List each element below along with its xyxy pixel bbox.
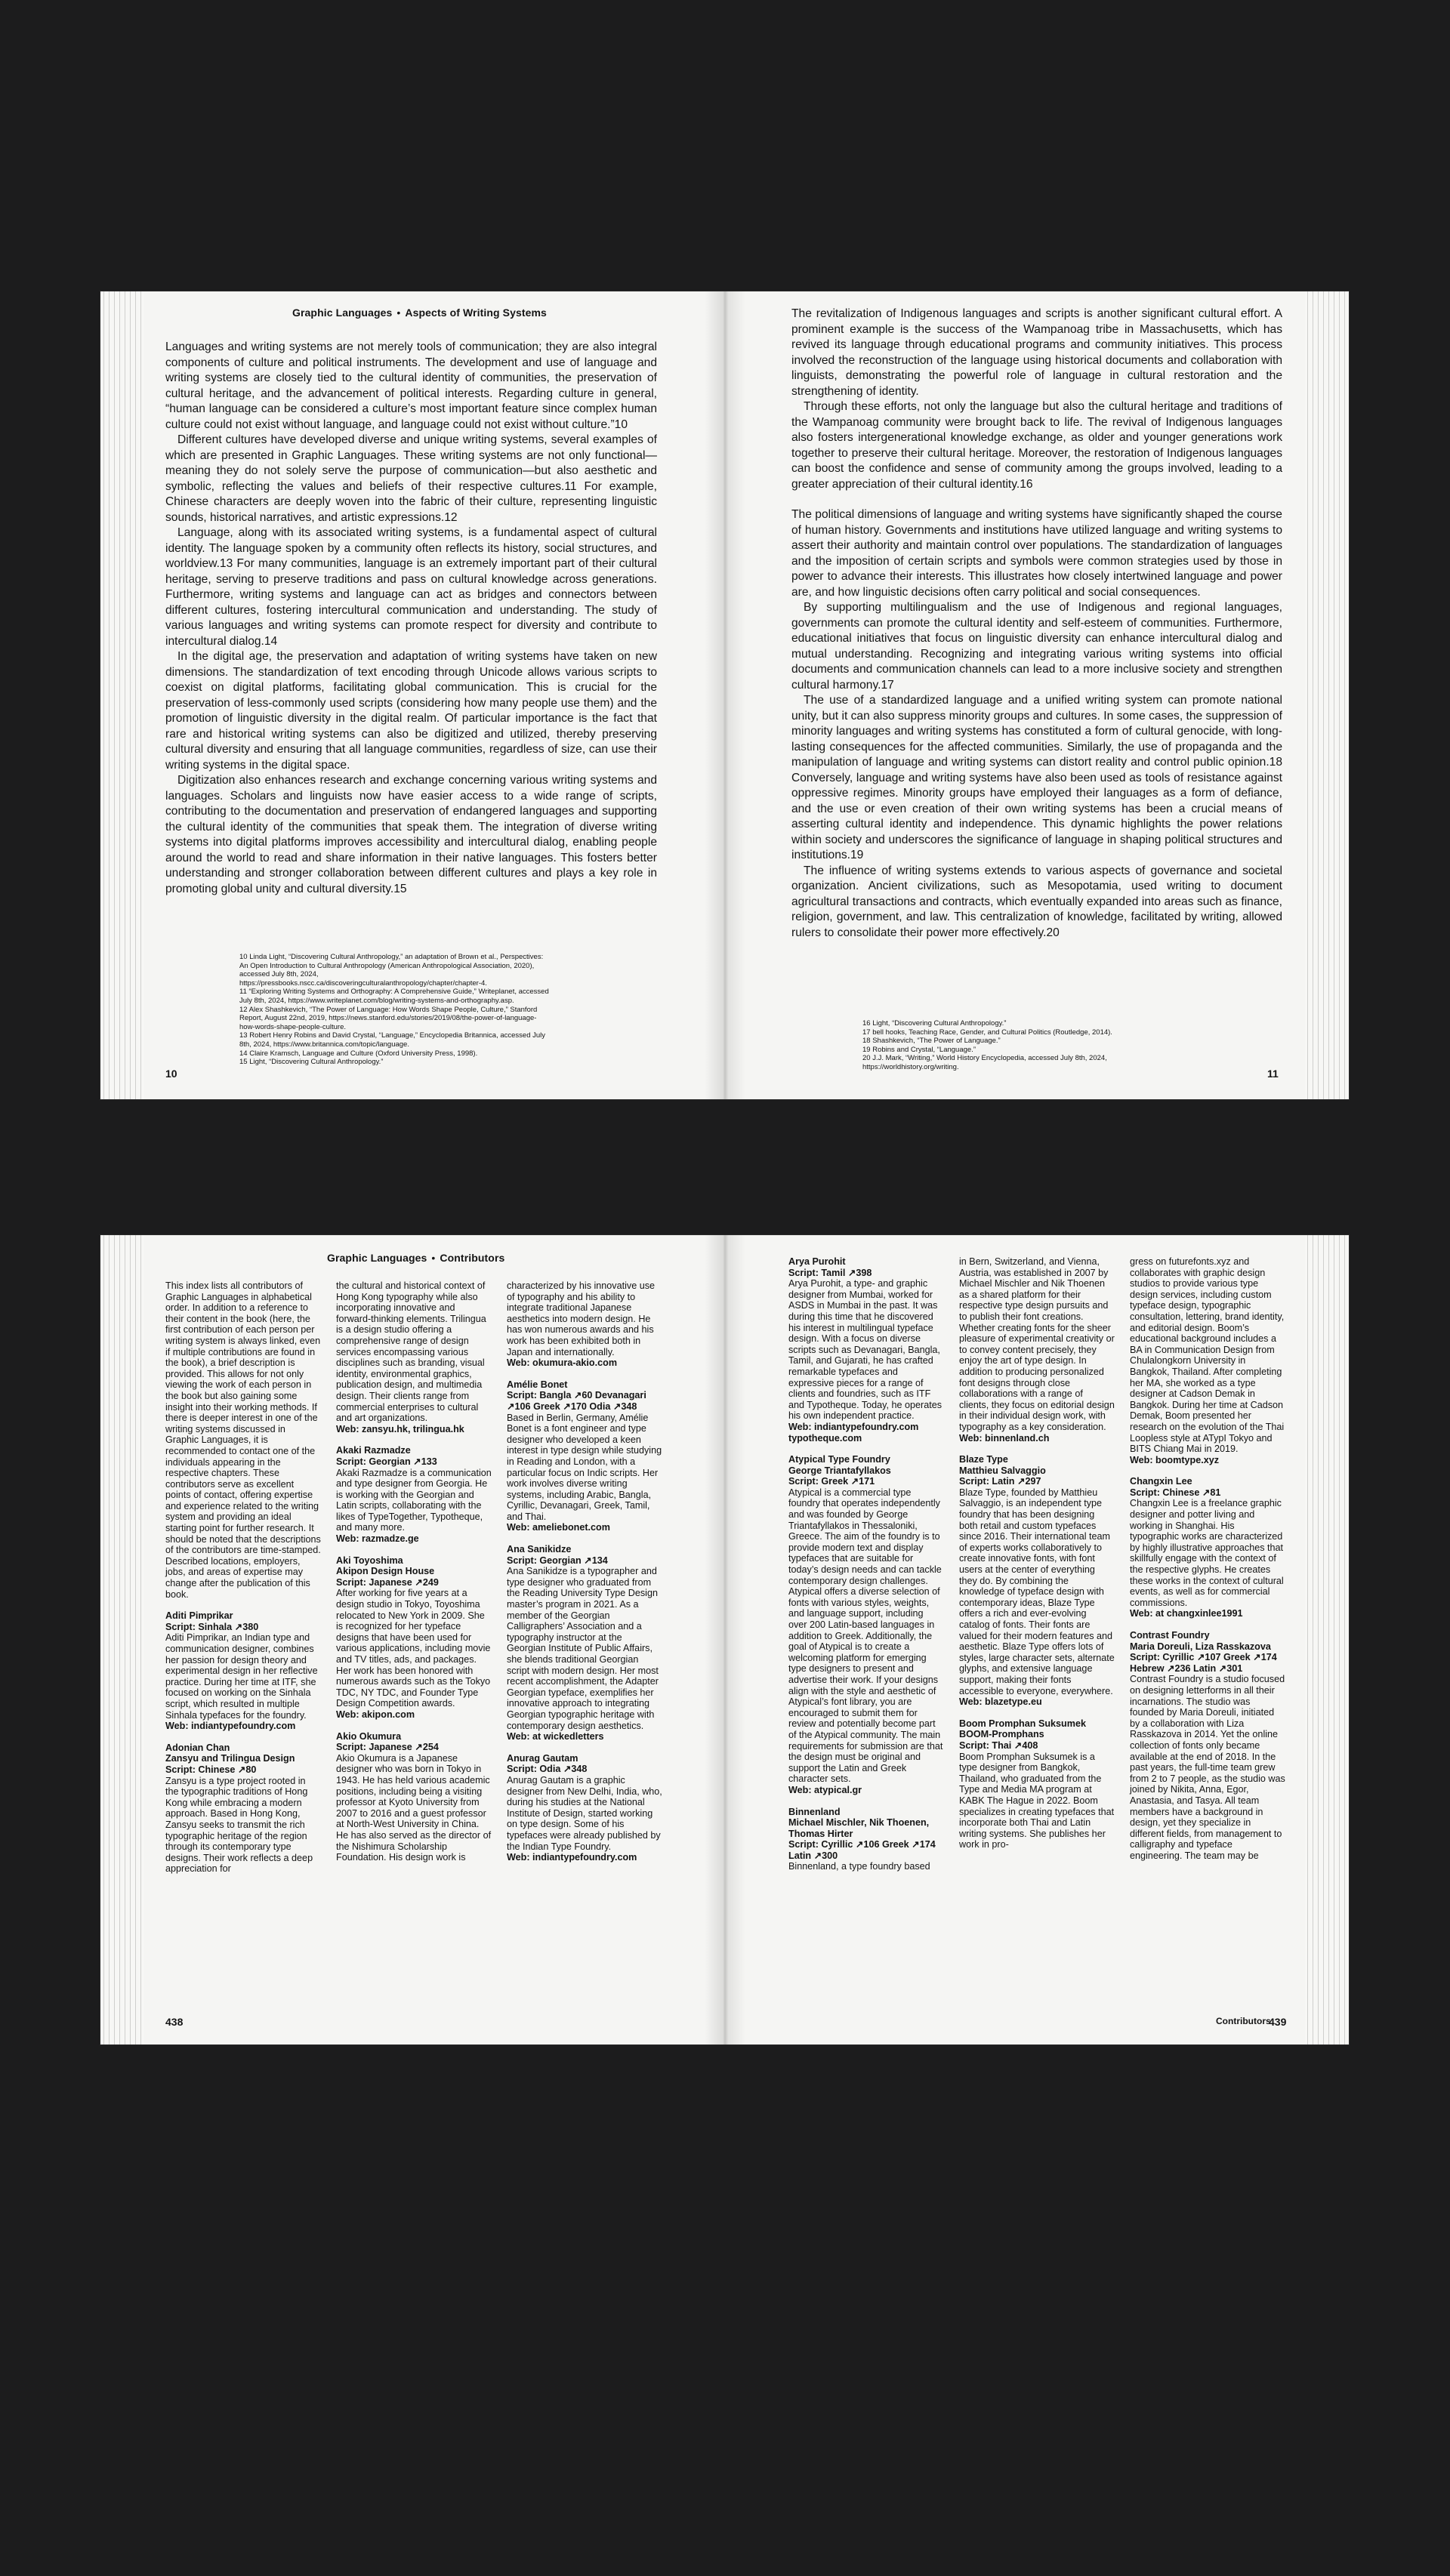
contributor-description: Aditi Pimprikar, an Indian type and communication designer, combines her passion for design theory and experimental design in her reflective practice. During her time at ITF, she focused on working on the Sinhala script, which resulted in multiple Sinhala typefaces for the foundry. xyxy=(165,1632,318,1721)
page-438 xyxy=(100,1235,724,2044)
running-head-section: Aspects of Writing Systems xyxy=(405,307,547,319)
contributor-description: gress on futurefonts.xyz and collaborates with graphic design studios to provide various type design services, including custom typeface design, typographic consultation, lettering, brand identity, and editorial design. Boom’s educational background includes a BA in Communication Design from Chulalongkorn University in Bangkok, Thailand. After completing her MA, she worked as a type designer at Cadson Demak in Bangkok. During her time at Cadson Demak, Boom presented her research on the evolution of the Thai Loopless style at ATypI Tokyo and BITS Chiang Mai in 2019. xyxy=(1130,1256,1285,1455)
page-439 xyxy=(725,1235,1349,2044)
book-spread-top xyxy=(100,291,1349,1099)
contributor-entry xyxy=(336,1731,492,1863)
page-edges-left xyxy=(100,291,144,1099)
contributor-script: Script: Greek ↗171 xyxy=(788,1476,875,1487)
contributor-entry xyxy=(1130,1256,1285,1465)
contributor-name: Adonian Chan Zansyu and Trilingua Design xyxy=(165,1742,295,1764)
contributor-web: Web: at changxinlee1991 xyxy=(1130,1608,1243,1619)
paragraph: Different cultures have developed diverse and unique writing systems, several examples of which are presented in Graphic Languages. These writing systems are not only functional—meaning they do not solely serve the purpose of communication—but also aesthetic and symbolic, reflecting the values and beliefs of their respective cultures.11 For example, Chinese characters are deeply woven into the fabric of their culture, representing linguistic sounds, historical narratives, and artistic expressions.12 xyxy=(165,433,657,524)
contributor-script: Script: Latin ↗297 xyxy=(959,1476,1041,1487)
contributor-name: Boom Promphan Suksumek BOOM-Promphans xyxy=(959,1718,1086,1740)
contributor-name: Changxin Lee xyxy=(1130,1476,1192,1487)
contributor-name: Ana Sanikidze xyxy=(507,1544,572,1555)
footnotes-left xyxy=(239,953,549,1067)
contributor-description: Boom Promphan Suksumek is a type designer from Bangkok, Thailand, who graduated from the Type and Media MA program at KABK The Hague in 2022. Boom specializes in creating typefaces that incorporate both Thai and Latin writing systems. She publishes her work in pro- xyxy=(959,1751,1115,1850)
contributor-name: Binnenland Michael Mischler, Nik Thoenen, Thomas Hirter xyxy=(788,1806,930,1839)
contributor-entry xyxy=(507,1280,662,1369)
contributor-web: Web: atypical.gr xyxy=(788,1784,862,1795)
contributor-entry xyxy=(336,1280,492,1434)
contributor-script: Script: Georgian ↗134 xyxy=(507,1555,608,1566)
column-3 xyxy=(507,1280,662,1874)
column-2 xyxy=(336,1280,492,1874)
running-head-section: Contributors xyxy=(440,1252,505,1264)
index-intro: This index lists all contributors of Graphic Languages in alphabetical order. In addition to a reference to their content in the book (here, the first contribution of each person per writing system is always linked, even if multiple contributions are found in the book), a brief description is provided. This allows for not only viewing the work of each person in the book but also gaining some insight into their working methods. If there is deeper interest in one of the writing systems discussed in Graphic Languages, it is recommended to contact one of the individuals appearing in the respective chapters. These contributors serve as excellent points of contact, offering expertise and experience related to the writing system and providing an ideal starting point for further research. It should be noted that the descriptions of the contributors are time-stamped. Described locations, employers, jobs, and areas of expertise may change after the publication of this book. xyxy=(165,1280,321,1600)
contributor-web: Web: binnenland.ch xyxy=(959,1432,1050,1444)
contributor-script: Script: Georgian ↗133 xyxy=(336,1456,437,1467)
contributor-entry xyxy=(788,1807,944,1873)
page-number: 439 xyxy=(1269,2016,1287,2028)
contributor-entry xyxy=(959,1718,1115,1850)
contributor-web: Web: indiantypefoundry.com typotheque.com xyxy=(788,1421,919,1444)
contributor-name: Akaki Razmadze xyxy=(336,1445,411,1456)
footnote: 17 bell hooks, Teaching Race, Gender, and Cultural Politics (Routledge, 2014). xyxy=(862,1028,1112,1037)
paragraph: Languages and writing systems are not merely tools of communication; they are also integral components of culture and political instruments. The development and use of language and writing systems are closely tied to the cultural identity of communities, the preservation of cultural heritage, and the advancement of political interests. Regarding culture in general, “human language can be considered a culture’s most important feature since complex human culture could not exist without language, and language could not exist without culture.”10 xyxy=(165,340,657,431)
running-head-separator: • xyxy=(396,307,401,319)
contributor-name: Amélie Bonet xyxy=(507,1379,568,1390)
contributor-description: Zansyu is a type project rooted in the typographic traditions of Hong Kong while embracing a modern approach. Based in Hong Kong, Zansyu seeks to transmit the rich typographic heritage of the region through its contemporary type designs. Their work reflects a deep appreciation for xyxy=(165,1775,313,1875)
paragraph: Language, along with its associated writing systems, is a fundamental aspect of cultural identity. The language spoken by a community often reflects its history, social structures, and worldview.13 For many communities, language is an extremely important part of their cultural heritage, serving to preserve traditions and pass on cultural knowledge across generations. Furthermore, writing systems and language can act as bridges and connectors between different cultures, fostering intercultural communication and understanding. The study of various languages and writing systems can promote respect for diversity and contribute to intercultural dialog.14 xyxy=(165,526,657,648)
contributor-name: Aditi Pimprikar xyxy=(165,1610,233,1622)
contributor-entry xyxy=(336,1555,492,1721)
column-3 xyxy=(1130,1256,1285,1872)
contributor-web: Web: ameliebonet.com xyxy=(507,1522,610,1533)
running-head xyxy=(327,1252,504,1264)
contributor-name: Blaze Type Matthieu Salvaggio xyxy=(959,1454,1046,1476)
running-head-book: Graphic Languages xyxy=(327,1252,427,1264)
contributor-name: Contrast Foundry Maria Doreuli, Liza Rasskazova xyxy=(1130,1630,1271,1652)
contributor-description: Akaki Razmadze is a communication and type designer from Georgia. He is working with the Georgian and Latin scripts, collaborating with the likes of TypeTogether, Typotheque, and many more. xyxy=(336,1467,492,1533)
column-1 xyxy=(165,1280,321,1885)
paragraph: The use of a standardized language and a unified writing system can promote national unity, but it can also suppress minority groups and cultures. In some cases, the suppression of minority languages and writing systems has constituted a form of cultural genocide, with long-lasting consequences for the affected communities. Similarly, the use of propaganda and the manipulation of language and writing systems can distort reality and control public opinion.18 Conversely, language and writing systems have also been used as tools of resistance against oppressive regimes. Minority groups have employed their languages as a form of defiance, and the use or even creation of their own writing systems has been a crucial means of asserting cultural identity and independence. This dynamic highlights the power relations within society and underscores the significance of language in shaping political structures and institutions.19 xyxy=(791,694,1282,861)
contributor-description: characterized by his innovative use of typography and his ability to integrate traditional Japanese aesthetics into modern design. He has won numerous awards and his work has been exhibited both in Japan and internationally. xyxy=(507,1280,656,1357)
contributor-entry xyxy=(1130,1630,1285,1861)
contributor-script: Script: Chinese ↗80 xyxy=(165,1764,257,1775)
contributor-name: Akio Okumura xyxy=(336,1730,402,1742)
paragraph: The political dimensions of language and writing systems have significantly shaped the course of human history. Governments and institutions have utilized language and writing systems to assert their authority and maintain control over populations. The standardization of languages and the imposition of certain scripts and symbols were common strategies used by those in power to advance their interests. This illustrates how closely intertwined language and power are, and how linguistic decisions often carry political and social consequences. xyxy=(791,508,1282,599)
contributor-entry xyxy=(788,1256,944,1444)
contributor-entry xyxy=(788,1454,944,1795)
contributor-name: Atypical Type Foundry George Triantafyllakos xyxy=(788,1454,891,1476)
footnotes-right xyxy=(862,1019,1195,1072)
page-number: 10 xyxy=(165,1068,177,1080)
contributor-entry xyxy=(165,1610,321,1732)
contributor-web: Web: akipon.com xyxy=(336,1709,415,1720)
paragraph: In the digital age, the preservation and adaptation of writing systems have taken on new dimensions. The standardization of text encoding through Unicode allows various scripts to coexist on digital platforms, facilitating global communication. This is crucial for the preservation of less-commonly used scripts (considering how many people use them) and the promotion of linguistic diversity in the digital realm. Of particular importance is the fact that rare and historical writing systems can also be digitized and utilized, thereby preserving cultural diversity and ensuring that all language communities, regardless of size, can use their writing systems in the digital space. xyxy=(165,650,657,772)
contributor-script: Script: Japanese ↗249 xyxy=(336,1576,439,1588)
contributor-web: Web: okumura-akio.com xyxy=(507,1357,618,1369)
contributor-description: Based in Berlin, Germany, Amélie Bonet is a font engineer and type designer who developed a keen interest in type design while studying in Reading and London, with a particular focus on Indic scripts. Her work involves diverse writing systems, including Arabic, Bangla, Cyrillic, Devanagari, Greek, Tamil, and Thai. xyxy=(507,1412,662,1522)
paragraph: Through these efforts, not only the language but also the cultural heritage and traditions of the Wampanoag community were brought back to life. The revival of Indigenous languages also fosters intergenerational knowledge exchange, as older and younger generations work together to preserve their cultural heritage. Moreover, the restoration of Indigenous languages can boost the confidence and sense of community among the groups involved, leading to a greater appreciation of their cultural identity.16 xyxy=(791,400,1282,491)
column-2 xyxy=(959,1256,1115,1861)
contributor-name: Arya Purohit xyxy=(788,1256,846,1267)
contributor-web: Web: zansyu.hk, trilingua.hk xyxy=(336,1423,464,1434)
contributor-web: Web: at wickedletters xyxy=(507,1731,604,1742)
contributor-entry xyxy=(507,1544,662,1742)
footnote: 19 Robins and Crystal, “Language.” xyxy=(862,1045,976,1054)
contributor-script: Script: Bangla ↗60 Devanagari ↗106 Greek ↗170 Odia ↗348 xyxy=(507,1390,646,1412)
contributor-description: Akio Okumura is a Japanese designer who was born in Tokyo in 1943. He has held various academic positions, including being a visiting professor at Kyoto University from 2007 to 2016 and a guest professor at North-West University in China. He has also served as the director of the Nishimura Scholarship Foundation. His design work is xyxy=(336,1752,492,1863)
contributor-name: Aki Toyoshima Akipon Design House xyxy=(336,1555,435,1577)
footnote: 11 “Exploring Writing Systems and Orthography: A Comprehensive Guide,” Writeplanet, accessed July 8th, 2024, https://www.writeplanet.com/blog/writing-systems-and-orthography.asp. xyxy=(239,988,549,1005)
contributor-description: Anurag Gautam is a graphic designer from New Delhi, India, who, during his studies at the National Institute of Design, started working on type design. Some of his typefaces were already published by the Indian Type Foundry. xyxy=(507,1774,662,1852)
essay-body-left xyxy=(165,340,657,897)
page-edges-right xyxy=(1305,1235,1349,2044)
paragraph: The influence of writing systems extends to various aspects of governance and societal organization. Ancient civilizations, such as Mesopotamia, used writing to document agricultural transactions and contracts, which eventually expanded into areas such as finance, religion, government, and law. This centralization of knowledge, facilitated by writing, allowed rulers to consolidate their power more effectively.20 xyxy=(791,864,1282,939)
page-number: 11 xyxy=(1267,1068,1279,1080)
page-edges-right xyxy=(1305,291,1349,1099)
page-number: 438 xyxy=(165,2016,184,2028)
footnote: 14 Claire Kramsch, Language and Culture (Oxford University Press, 1998). xyxy=(239,1049,478,1058)
page-11 xyxy=(725,291,1349,1099)
essay-body-right xyxy=(791,307,1282,941)
contributor-web: Web: indiantypefoundry.com xyxy=(165,1721,296,1732)
contributor-script: Script: Sinhala ↗380 xyxy=(165,1621,259,1632)
column-1 xyxy=(788,1256,944,1883)
paragraph: By supporting multilingualism and the use of Indigenous and regional languages, governments can promote the cultural identity and self-esteem of communities. Furthermore, educational initiatives that focus on linguistic diversity can enhance intercultural dialog and mutual understanding. Recognizing and integrating various writing systems into official documents and communication channels can lead to a more inclusive society and strengthen cultural harmony.17 xyxy=(791,601,1282,692)
contributor-description: Blaze Type, founded by Matthieu Salvaggio, is an independent type foundry that has been designing both retail and custom typefaces since 2016. Their international team of experts works collaboratively to create innovative fonts, with font users at the center of everything they do. By combining the knowledge of typeface design with contemporary ideas, Blaze Type offers a rich and ever-evolving catalog of fonts. Their fonts are valued for their modern features and aesthetic. Blaze Type offers lots of styles, large character sets, alternate glyphs, and extensive language support, making their fonts accessible to everyone, everywhere. xyxy=(959,1487,1115,1696)
contributor-script: Script: Tamil ↗398 xyxy=(788,1267,872,1278)
contributor-entry xyxy=(165,1742,321,1875)
contributor-entry xyxy=(959,1454,1115,1708)
running-head-book: Graphic Languages xyxy=(292,307,393,319)
footnote: 12 Alex Shashkevich, “The Power of Language: How Words Shape People, Culture,” Stanford Report, August 22nd, 2019, https://news.stanford.edu/stories/2019/08/the-power-of-language-how-words-shape-people-culture. xyxy=(239,1005,538,1031)
footnote: 13 Robert Henry Robins and David Crystal, “Language,” Encyclopedia Britannica, accessed July 8th, 2024, https://www.britannica.com/topic/language. xyxy=(239,1031,546,1049)
contributor-description: After working for five years at a design studio in Tokyo, Toyoshima relocated to New York in 2009. She is recognized for her typeface designs that have been used for various applications, including movie and TV titles, ads, and packages. Her work has been honored with numerous awards such as the Tokyo TDC, NY TDC, and Founder Type Design Competition awards. xyxy=(336,1588,491,1709)
paragraph: Digitization also enhances research and exchange concerning various writing systems and languages. Scholars and linguists now have easier access to a wide range of scripts, contributing to the documentation and preservation of endangered languages and supporting the cultural identity of the communities that speak them. The integration of diverse writing systems into digital platforms improves accessibility and intercultural dialog, enabling people around the world to read and share information in their native languages. This fosters better understanding and stronger collaboration between different cultures and plays a key role in promoting global unity and cultural diversity.15 xyxy=(165,774,657,895)
contributor-description: Arya Purohit, a type- and graphic designer from Mumbai, worked for ASDS in Mumbai in the past. It was during this time that he discovered his interest in multilingual typeface design. With a focus on diverse scripts such as Devanagari, Bangla, Tamil, and Gujarati, he has crafted remarkable typefaces and expressive pieces for a range of clients and foundries, such as ITF and Typotheque. Today, he operates his own independent practice. xyxy=(788,1278,942,1422)
contributor-description: Contrast Foundry is a studio focused on designing letterforms in all their incarnations. The studio was founded by Maria Doreuli, initiated by a collaboration with Liza Rasskazova in 2014. Yet the online collection of fonts only became available at the end of 2018. In the past years, the full-time team grew from 2 to 7 people, as the studio was joined by Nikita, Anna, Egor, Anastasia, and Tasya. All team members have a background in design, yet they specialize in different fields, from management to calligraphy and typeface engineering. The team may be xyxy=(1130,1674,1285,1861)
contributor-script: Script: Odia ↗348 xyxy=(507,1764,588,1775)
contributor-web: Web: razmadze.ge xyxy=(336,1533,419,1545)
contributor-entry xyxy=(1130,1476,1285,1619)
contributor-entry xyxy=(959,1256,1115,1444)
contributor-description: Changxin Lee is a freelance graphic designer and potter living and working in Shanghai. His typographic works are characterized by highly illustrative approaches that skillfully engage with the context of the respective glyphs. He creates these works in the context of cultural events, as well as for commercial commissions. xyxy=(1130,1498,1284,1608)
page-edges-left xyxy=(100,1235,144,2044)
contributor-entry xyxy=(336,1445,492,1544)
contributor-name: Anurag Gautam xyxy=(507,1752,578,1764)
contributor-description: Binnenland, a type foundry based xyxy=(788,1861,930,1872)
footnote: 15 Light, “Discovering Cultural Anthropology.” xyxy=(239,1058,384,1067)
paragraph: The revitalization of Indigenous languages and scripts is another significant cultural effort. A prominent example is the success of the Wampanoag tribe in Massachusetts, which has revived its language through educational programs and community initiatives. This process involved the reconstruction of the language using historical documents and collaboration with linguists, demonstrating the powerful role of language in cultural restoration and the strengthening of identity. xyxy=(791,307,1282,398)
page-10 xyxy=(100,291,724,1099)
contributor-script: Script: Cyrillic ↗106 Greek ↗174 Latin ↗300 xyxy=(788,1839,936,1861)
running-head xyxy=(292,307,547,319)
contributor-entry xyxy=(507,1379,662,1533)
contributor-web: Web: boomtype.xyz xyxy=(1130,1454,1220,1465)
contributor-web: Web: indiantypefoundry.com xyxy=(507,1852,637,1863)
contributor-script: Script: Chinese ↗81 xyxy=(1130,1487,1221,1498)
contributor-script: Script: Cyrillic ↗107 Greek ↗174 Hebrew ↗236 Latin ↗301 xyxy=(1130,1652,1277,1674)
contributor-description: Ana Sanikidze is a typographer and type designer who graduated from the Reading University Type Design master’s program in 2021. As a member of the Georgian Calligraphers’ Association and a typography instructor at the Georgian Institute of Public Affairs, she blends traditional Georgian script with modern design. Her most recent accomplishment, the Adapter Georgian typeface, exemplifies her innovative approach to integrating Georgian typographic heritage with contemporary design aesthetics. xyxy=(507,1566,659,1731)
book-spread-bottom xyxy=(100,1235,1349,2044)
contributor-web: Web: blazetype.eu xyxy=(959,1696,1042,1708)
contributor-script: Script: Thai ↗408 xyxy=(959,1739,1038,1751)
contributor-script: Script: Japanese ↗254 xyxy=(336,1742,439,1753)
footnote: 20 J.J. Mark, “Writing,” World History Encyclopedia, accessed July 8th, 2024, https://worldhistory.org/writing. xyxy=(862,1054,1107,1071)
footnote: 10 Linda Light, “Discovering Cultural Anthropology,” an adaptation of Brown et al., Perspectives: An Open Introduction to Cultural Anthropology (American Anthropological Association, 2020), accessed July 8th, 2024, https://pressbooks.nscc.ca/discoveringculturalanthropology/chapter/chapter-4. xyxy=(239,953,544,988)
footer-section-label: Contributors xyxy=(1216,2016,1271,2026)
footnote: 18 Shashkevich, “The Power of Language.” xyxy=(862,1037,1001,1046)
contributor-description: Atypical is a commercial type foundry that operates independently and was founded by George Triantafyllakos in Thessaloniki, Greece. The aim of the foundry is to provide modern text and display typefaces that are suitable for today’s design needs and can tackle contemporary design challenges. Atypical offers a diverse selection of fonts with various styles, weights, and language support, including over 200 Latin-based languages in addition to Greek. Additionally, the goal of Atypical is to create a welcoming platform for emerging type designers to present and advertise their work. If your designs align with the style and aesthetic of Atypical’s font library, you are encouraged to submit them for review and potentially become part of the Atypical community. The main requirements for submission are that the design must be original and support the Latin and Greek character sets. xyxy=(788,1487,943,1785)
footnote: 16 Light, “Discovering Cultural Anthropology.” xyxy=(862,1019,1007,1028)
contributor-entry xyxy=(507,1753,662,1863)
contributor-description: in Bern, Switzerland, and Vienna, Austria, was established in 2007 by Michael Mischler and Nik Thoenen as a shared platform for their respective type design pursuits and to publish their font creations. Whether creating fonts for the sheer pleasure of experimental creativity or to convey content precisely, they enjoy the art of type design. In addition to producing personalized font designs through close collaborations with a range of clients, they focus on editorial design in their individual design work, with typography as a key consideration. xyxy=(959,1256,1115,1432)
running-head-separator: • xyxy=(431,1252,436,1264)
contributor-description: the cultural and historical context of Hong Kong typography while also incorporating innovative and forward-thinking elements. Trilingua is a design studio offering a comprehensive range of design services encompassing various disciplines such as branding, visual identity, environmental graphics, publication design, and multimedia design. Their clients range from commercial enterprises to cultural and art organizations. xyxy=(336,1280,486,1424)
